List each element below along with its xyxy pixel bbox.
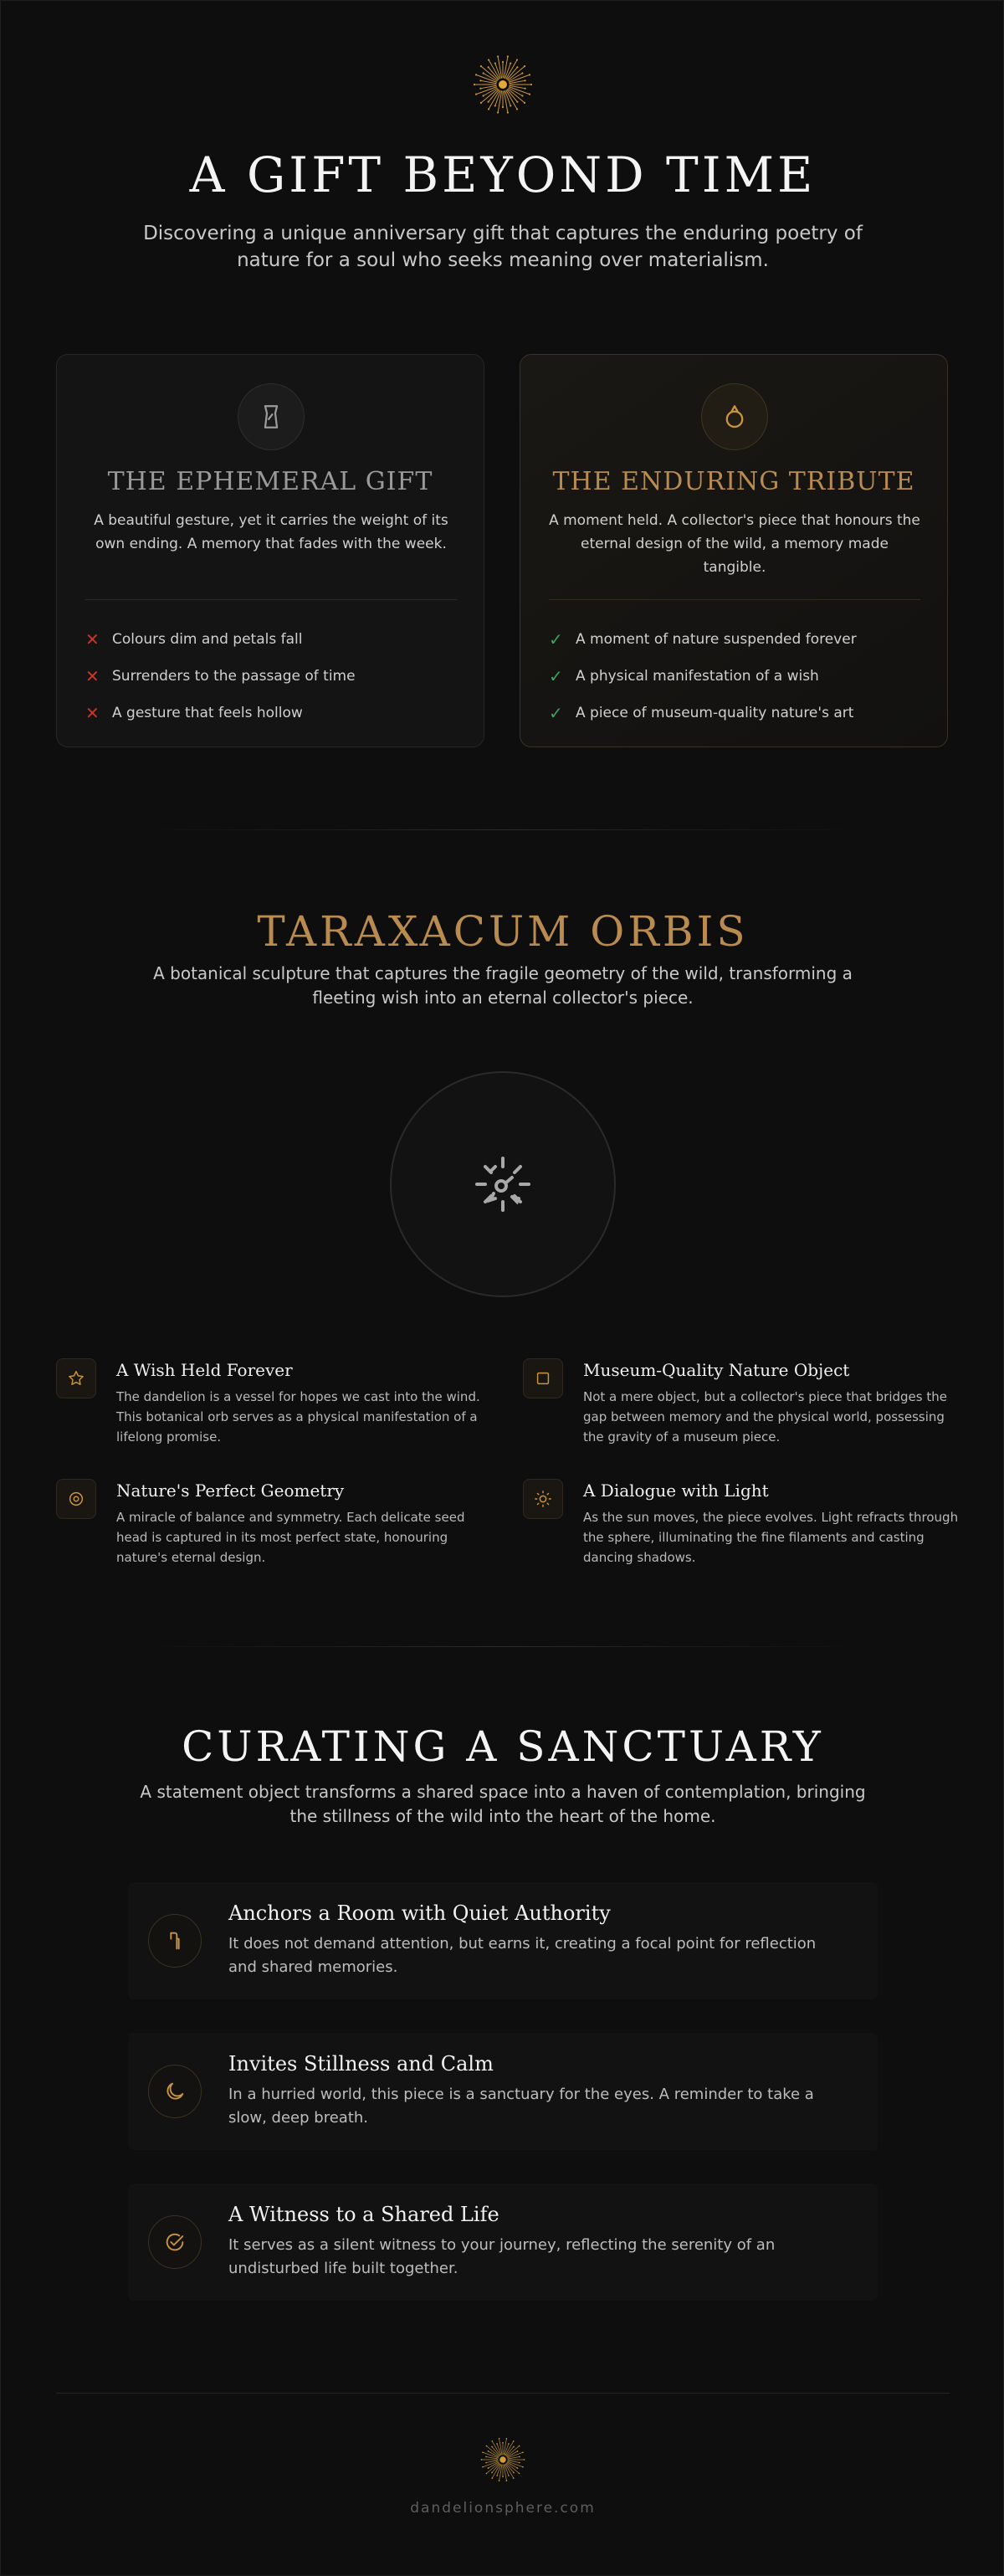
feature-geometry	[56, 1479, 491, 1579]
section-divider	[143, 829, 863, 830]
cross-icon: ✕	[85, 703, 100, 723]
product-title: TARAXACUM ORBIS	[257, 907, 749, 956]
sanctuary-card-text: It serves as a silent witness to your journey, reflecting the serenity of an undisturbed life built together.	[228, 2236, 776, 2277]
product-subtitle: A botanical sculpture that captures the fragile geometry of the wild, transforming a fleeting wish into an eternal collector's piece.	[153, 963, 853, 1008]
list-item: ✓ A physical manifestation of a wish	[549, 666, 819, 686]
list-item: ✕ Surrenders to the passage of time	[85, 666, 356, 686]
feature-text: Not a mere object, but a collector's piece that bridges the gap between memory and the physical world, possessing the gravity of a museum piece.	[583, 1389, 947, 1445]
sanctuary-card-authority	[128, 1882, 878, 1999]
footer-link[interactable]: dandelionsphere.com	[410, 2500, 596, 2517]
check-icon: ✓	[549, 703, 563, 723]
feature-light	[523, 1479, 958, 1579]
product-orb	[390, 1071, 616, 1297]
square-icon	[523, 1358, 563, 1398]
ephemeral-description: A beautiful gesture, yet it carries the weight of its own ending. A memory that fades with the week.	[94, 512, 448, 552]
feature-wish	[56, 1358, 491, 1459]
check-icon: ✓	[549, 629, 563, 649]
hero-subtitle: Discovering a unique anniversary gift that captures the enduring poetry of nature for a soul who seeks meaning over materialism.	[143, 223, 863, 271]
divider	[549, 599, 920, 600]
feature-title: A Wish Held Forever	[116, 1360, 293, 1380]
sanctuary-card-title: Invites Stillness and Calm	[228, 2052, 494, 2076]
star-icon	[56, 1358, 96, 1398]
vase-icon	[238, 383, 305, 450]
dandelion-burst-icon	[478, 2435, 528, 2485]
list-item: ✓ A piece of museum-quality nature's art	[549, 703, 854, 723]
enduring-description: A moment held. A collector's piece that honours the eternal design of the wild, a memory made tangible.	[549, 512, 920, 576]
feature-title: Nature's Perfect Geometry	[116, 1480, 345, 1501]
section-divider	[143, 1646, 863, 1647]
ephemeral-gift-card	[56, 354, 484, 747]
check-icon: ✓	[549, 666, 563, 686]
ring-icon	[701, 383, 768, 450]
sanctuary-card-title: Anchors a Room with Quiet Authority	[228, 1901, 611, 1925]
sanctuary-card-text: It does not demand attention, but earns it, creating a focal point for reflection and shared memories.	[228, 1935, 817, 1976]
ephemeral-title: THE EPHEMERAL GIFT	[107, 467, 433, 496]
dandelion-burst-icon	[469, 51, 536, 118]
enduring-title: THE ENDURING TRIBUTE	[552, 467, 915, 496]
sun-icon	[523, 1479, 563, 1519]
list-item: ✕ Colours dim and petals fall	[85, 629, 303, 649]
cross-icon: ✕	[85, 666, 100, 686]
armchair-icon	[148, 1914, 202, 1968]
moon-icon	[148, 2065, 202, 2118]
sanctuary-card-text: In a hurried world, this piece is a sanctuary for the eyes. A reminder to take a slow, deep breath.	[228, 2086, 814, 2127]
sanctuary-title: CURATING A SANCTUARY	[182, 1722, 824, 1771]
sanctuary-subtitle: A statement object transforms a shared space into a haven of contemplation, bringing the stillness of the wild into the heart of the home.	[140, 1782, 866, 1826]
ephemeral-list	[85, 621, 457, 731]
check-circle-icon	[148, 2215, 202, 2269]
hero-title: A GIFT BEYOND TIME	[189, 146, 817, 203]
enduring-tribute-card	[520, 354, 948, 747]
feature-text: The dandelion is a vessel for hopes we cast into the wind. This botanical orb serves as a physical manifestation of a lifelong promise.	[116, 1389, 480, 1445]
footer-divider	[56, 2393, 950, 2394]
sanctuary-card-stillness	[128, 2033, 878, 2150]
loading-spinner-icon	[465, 1147, 540, 1222]
cross-icon: ✕	[85, 629, 100, 649]
list-item: ✓ A moment of nature suspended forever	[549, 629, 857, 649]
sanctuary-card-title: A Witness to a Shared Life	[228, 2203, 499, 2226]
feature-museum	[523, 1358, 958, 1459]
feature-title: A Dialogue with Light	[583, 1480, 769, 1501]
feature-title: Museum-Quality Nature Object	[583, 1360, 850, 1380]
feature-text: As the sun moves, the piece evolves. Light refracts through the sphere, illuminating the fine filaments and casting dancing shadows.	[583, 1510, 959, 1565]
target-icon	[56, 1479, 96, 1519]
sanctuary-card-witness	[128, 2183, 878, 2301]
enduring-list	[549, 621, 920, 731]
feature-text: A miracle of balance and symmetry. Each delicate seed head is captured in its most perfect state, honouring nature's eternal design.	[116, 1510, 465, 1565]
divider	[85, 599, 457, 600]
list-item: ✕ A gesture that feels hollow	[85, 703, 303, 723]
